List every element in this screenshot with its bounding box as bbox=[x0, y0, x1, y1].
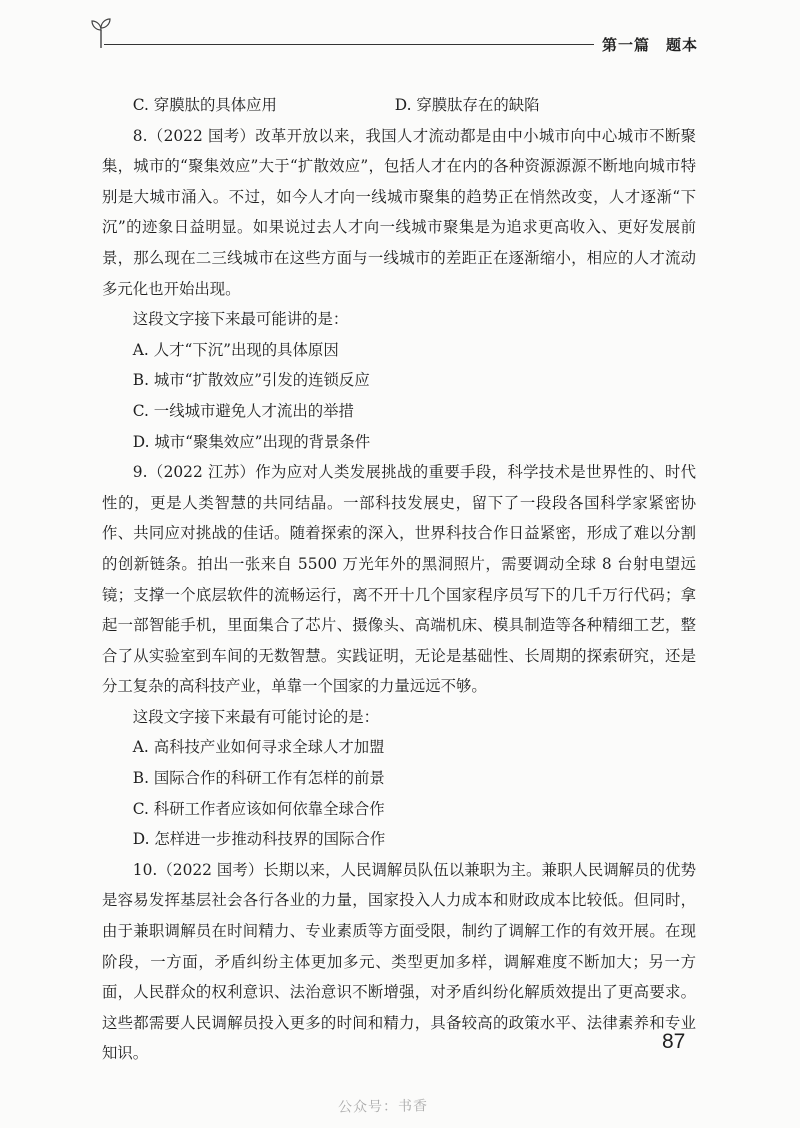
page-content bbox=[102, 90, 696, 1069]
q8-option-a: A. 人才“下沉”出现的具体原因 bbox=[132, 340, 339, 359]
q8-option-b: B. 城市“扩散效应”引发的连锁反应 bbox=[132, 371, 370, 390]
page-number: 87 bbox=[662, 1030, 686, 1053]
q7-option-d: D. 穿膜肽存在的缺陷 bbox=[394, 96, 540, 114]
q8-option-d: D. 城市“聚集效应”出现的背景条件 bbox=[132, 432, 371, 451]
q8-option-c: C. 一线城市避免人才流出的举措 bbox=[132, 401, 354, 420]
q9-option-a: A. 高科技产业如何寻求全球人才加盟 bbox=[132, 738, 385, 757]
q9-option-d: D. 怎样进一步推动科技界的国际合作 bbox=[132, 830, 386, 849]
q9-option-c: C. 科研工作者应该如何依靠全球合作 bbox=[132, 799, 385, 818]
page-header bbox=[0, 0, 800, 60]
q7-option-c: C. 穿膜肽的具体应用 bbox=[132, 96, 277, 114]
section-title: 第一篇 题本 bbox=[602, 36, 699, 54]
q8-question: 这段文字接下来最可能讲的是： bbox=[132, 310, 349, 329]
q9-question: 这段文字接下来最有可能讨论的是： bbox=[132, 707, 380, 726]
q7-options-row bbox=[102, 90, 696, 121]
watermark: 公众号：书香 bbox=[337, 1098, 429, 1116]
q9-option-b: B. 国际合作的科研工作有怎样的前景 bbox=[132, 769, 385, 788]
q9-stem: 9.（2022 江苏）作为应对人类发展挑战的重要手段，科学技术是世界性的、时代性的，更是人类智慧的共同结晶。一部科技发展史，留下了一段段各国科学家紧密协作、共同应对挑战的佳话。随着探索的深入，世界科技合作日益紧密，形成了难以分割的创新链条。拍出一张来自 5500 万光年外的黑洞照片，需要调动全球 8 台射电望远镜；支撑一个底层软件的流畅运行，离不开十几个国家程序员写下的几千万行代码；拿起一部智能手机，里面集合了芯片、摄像头、高端机床、模具制造等各种精细工艺，整合了从实验室到车间的无数智慧。实践证明，无论是基础性、长周期的探索研究，还是分工复杂的高科技产业，单靠一个国家的力量远远不够。 bbox=[102, 463, 696, 696]
q10-stem: 10.（2022 国考）长期以来，人民调解员队伍以兼职为主。兼职人民调解员的优势是容易发挥基层社会各行各业的力量，国家投入人力成本和财政成本比较低。但同时，由于兼职调解员在时间精力、专业素质等方面受限，制约了调解工作的有效开展。在现阶段，一方面，矛盾纠纷主体更加多元、类型更加多样，调解难度不断加大；另一方面，人民群众的权利意识、法治意识不断增强，对矛盾纠纷化解质效提出了更高要求。这些都需要人民调解员投入更多的时间和精力，具备较高的政策水平、法律素养和专业知识。 bbox=[102, 860, 696, 1063]
q8-stem: 8.（2022 国考）改革开放以来，我国人才流动都是由中小城市向中心城市不断聚集，城市的“聚集效应”大于“扩散效应”，包括人才在内的各种资源源源不断地向城市特别是大城市涌入。不过，如今人才向一线城市聚集的趋势正在悄然改变，人才逐渐“下沉”的迹象日益明显。如果说过去人才向一线城市聚集是为追求更高收入、更好发展前景，那么现在二三线城市在这些方面与一线城市的差距正在逐渐缩小，相应的人才流动多元化也开始出现。 bbox=[102, 126, 696, 298]
header-rule bbox=[104, 44, 594, 45]
